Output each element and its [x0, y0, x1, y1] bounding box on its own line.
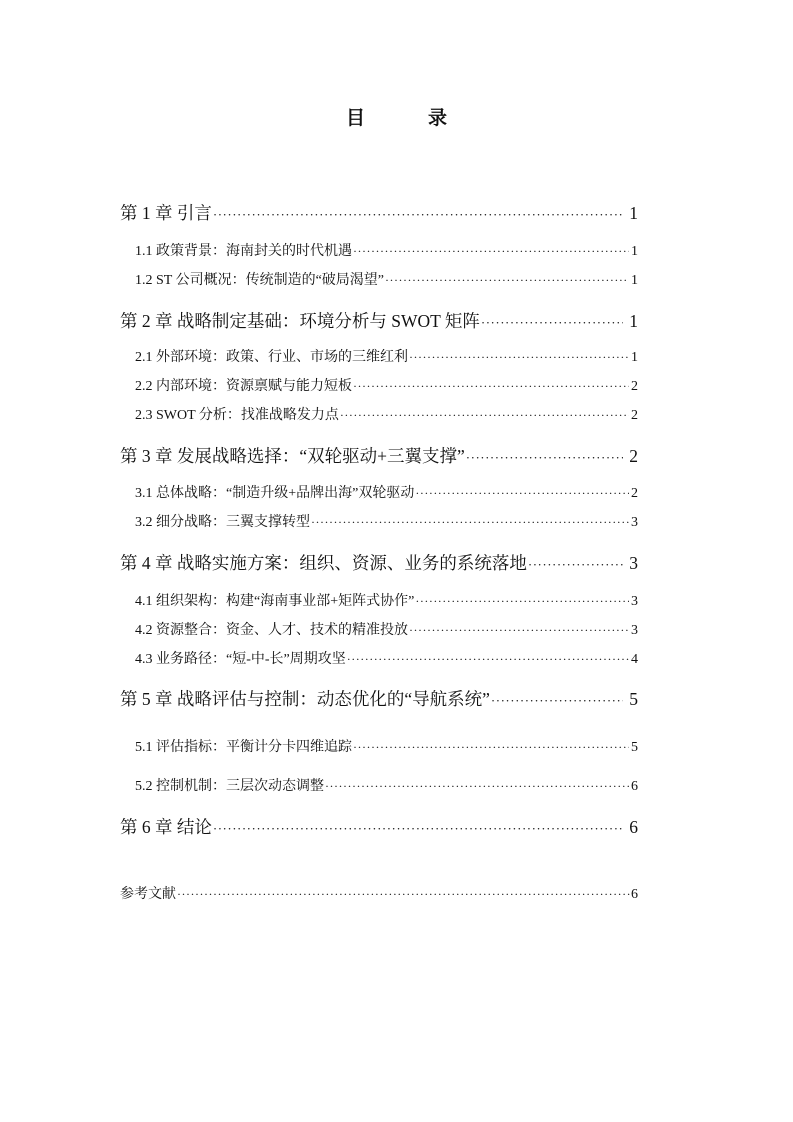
dot-leader [340, 408, 629, 423]
dot-leader [213, 821, 623, 837]
entry-label: 参考文献 [120, 887, 176, 902]
entry-label: 4.2 资源整合：资金、人才、技术的精准投放 [135, 623, 408, 638]
toc-entry-section-4-1[interactable] [135, 590, 638, 610]
toc-entry-section-1-2[interactable] [135, 269, 638, 289]
dot-leader [353, 379, 629, 394]
page-number: 1 [631, 244, 638, 259]
entry-label: 第 4 章 战略实施方案：组织、资源、业务的系统落地 [120, 553, 527, 573]
toc-entry-chapter-5[interactable] [120, 686, 638, 710]
toc-entry-section-1-1[interactable] [135, 240, 638, 260]
toc-entry-chapter-4[interactable] [120, 550, 638, 574]
page-number: 1 [629, 203, 638, 223]
page-number: 4 [631, 652, 638, 667]
entry-label: 5.1 评估指标：平衡计分卡四维追踪 [135, 740, 352, 755]
toc-entry-chapter-2[interactable] [120, 308, 638, 332]
toc-entry-section-2-1[interactable] [135, 346, 638, 366]
entry-label: 4.3 业务路径：“短-中-长”周期攻坚 [135, 652, 346, 667]
page-number: 2 [631, 379, 638, 394]
page-number: 3 [631, 515, 638, 530]
dot-leader [353, 740, 629, 755]
dot-leader [325, 779, 629, 794]
toc-entry-section-5-2[interactable] [135, 775, 638, 795]
page-number: 1 [629, 311, 638, 331]
entry-label: 第 6 章 结论 [120, 817, 212, 837]
page-number: 5 [631, 740, 638, 755]
toc-entry-section-5-1[interactable] [135, 736, 638, 756]
page-number: 6 [631, 779, 638, 794]
page-number: 6 [631, 887, 638, 902]
entry-label: 2.1 外部环境：政策、行业、市场的三维红利 [135, 350, 408, 365]
entry-label: 第 2 章 战略制定基础：环境分析与 SWOT 矩阵 [120, 311, 480, 331]
dot-leader [177, 887, 630, 902]
entry-label: 2.3 SWOT 分析：找准战略发力点 [135, 408, 339, 423]
entry-label: 3.2 细分战略：三翼支撑转型 [135, 515, 310, 530]
dot-leader [353, 244, 629, 259]
toc-entry-chapter-6[interactable] [120, 814, 638, 838]
page-number: 3 [631, 594, 638, 609]
page-number: 3 [629, 553, 638, 573]
entry-label: 1.2 ST 公司概况：传统制造的“破局渴望” [135, 273, 385, 288]
page-number: 1 [631, 273, 638, 288]
dot-leader [466, 450, 623, 466]
toc-entry-section-4-2[interactable] [135, 619, 638, 639]
entry-label: 第 3 章 发展战略选择：“双轮驱动+三翼支撑” [120, 446, 465, 466]
dot-leader [415, 486, 629, 501]
toc-entry-section-2-3[interactable] [135, 404, 638, 424]
entry-label: 3.1 总体战略：“制造升级+品牌出海”双轮驱动 [135, 486, 415, 501]
page-number: 2 [629, 446, 638, 466]
page-number: 5 [629, 689, 638, 709]
toc-entry-chapter-3[interactable] [120, 443, 638, 467]
dot-leader [491, 693, 623, 709]
page-number: 3 [631, 623, 638, 638]
dot-leader [528, 557, 623, 573]
toc-entry-section-4-3[interactable] [135, 648, 638, 668]
entry-label: 2.2 内部环境：资源禀赋与能力短板 [135, 379, 352, 394]
dot-leader [409, 623, 629, 638]
dot-leader [481, 315, 623, 331]
entry-label: 1.1 政策背景：海南封关的时代机遇 [135, 244, 352, 259]
page-number: 2 [631, 408, 638, 423]
toc-entry-chapter-1[interactable] [120, 200, 638, 224]
page-number: 1 [631, 350, 638, 365]
dot-leader [311, 515, 629, 530]
page-number: 6 [629, 817, 638, 837]
entry-label: 4.1 组织架构：构建“海南事业部+矩阵式协作” [135, 594, 415, 609]
entry-label: 第 5 章 战略评估与控制：动态优化的“导航系统” [120, 689, 490, 709]
toc-entry-section-3-1[interactable] [135, 482, 638, 502]
dot-leader [385, 273, 629, 288]
dot-leader [415, 594, 629, 609]
toc-entry-section-2-2[interactable] [135, 375, 638, 395]
dot-leader [409, 350, 629, 365]
toc-title: 目 录 [345, 107, 469, 129]
toc-entry-references[interactable] [120, 883, 638, 903]
dot-leader [347, 652, 629, 667]
entry-label: 第 1 章 引言 [120, 203, 212, 223]
entry-label: 5.2 控制机制：三层次动态调整 [135, 779, 324, 794]
dot-leader [213, 207, 623, 223]
page-number: 2 [631, 486, 638, 501]
toc-entry-section-3-2[interactable] [135, 511, 638, 531]
